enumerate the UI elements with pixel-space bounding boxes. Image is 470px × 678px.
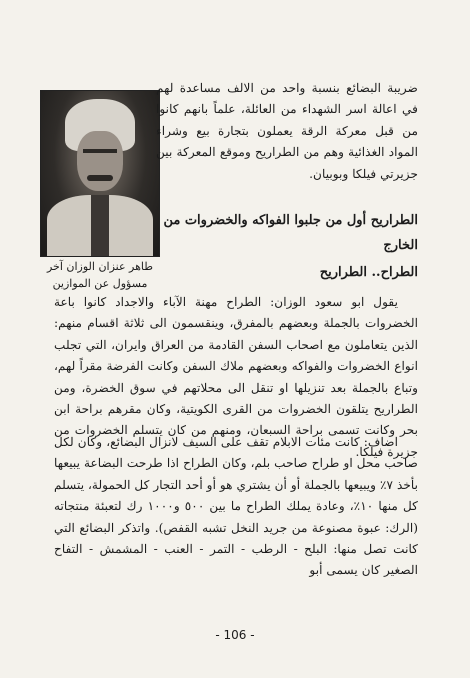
subsection-heading: الطراح.. الطراريح	[319, 265, 418, 280]
body-paragraph-1: يقول ابو سعود الوزان: الطراح مهنة الآباء والاجداد كانوا باعة الخضروات بالجملة وبعضهم بالمفرق، وينقسمون الى ثلاثة اقسام منهم: الذين يتعاملون مع اصحاب السفن القادمة من العراق وايران، التي تجلب انواع الخضروات والفواكه وبعضهم ملاك السفن وكانت الفرضة مقراً لهم، وتباع بالجملة بعد تنزيلها او تنقل الى محلاتهم في سوق الخضرة، ومن الطراريح يتلقون الخضروات من القرى الكويتية، وكان مقرهم براحة ابن بحر وكانت تسمى براحة السبعان، ومنهم من كان يتسلم الخضروات من جزيرة فيلكا.	[54, 295, 418, 459]
page-number: - 106 -	[215, 628, 255, 642]
portrait-photo	[40, 90, 160, 257]
section-heading: الطراريح أول من جلبوا الفواكه والخضروات من الخارج	[163, 213, 418, 253]
brows-shape	[83, 149, 117, 153]
collar-shape	[91, 195, 109, 256]
mustache-shape	[87, 175, 113, 181]
face-shape	[77, 131, 123, 191]
photo-caption: طاهر عنزان الوزان آخر مسؤول عن الموازين	[46, 260, 153, 290]
intro-paragraph: ضريبة البضائع بنسبة واحد من الالف مساعدة لهم في اعالة اسر الشهداء من العائلة، علماً بانهم كانوا من قبل معركة الرقة يعملون بتجارة بيع وشراء المواد الغذائية وهم من الطراريح وموقع المعركة بين جزيرتي فيلكا وبوبيان.	[156, 81, 418, 181]
body-paragraph-2: اضاف: كانت مئات الابلام تقف على السيف لانزال البضائع، وكان لكل صاحب محل او طراح صاحب بلم، وكان الطراح اذا طرحت البضاعة يبيعها بأخذ ٧٪ ويبيعها بالجملة أو أن يشتري هو أو أحد التجار كل الحمولة، يتسلم كل منها ١٠٪، وعادة يملك الطراح ما بين ٥٠٠ و١٠٠٠ رك لتعبئة منتجاته (الرك: عبوة مصنوعة من جريد النخل تشبه القفص). واتذكر البضائع التي كانت تصل منها: البلح - الرطب - التمر - العنب - المشمش - التفاح الصغير كان يسمى أبو	[54, 435, 418, 578]
